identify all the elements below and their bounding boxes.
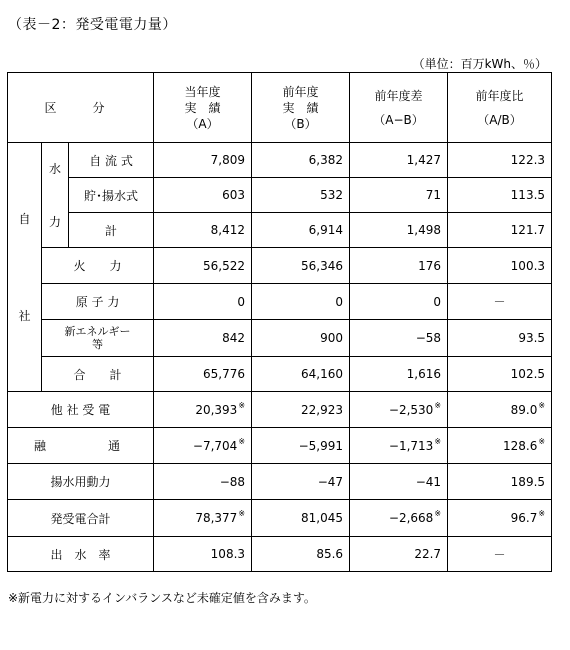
cell-current: 8,412 bbox=[154, 213, 252, 248]
header-row bbox=[8, 73, 552, 143]
cell-ratio: 96.7※ bbox=[448, 500, 552, 537]
cell-current: 603 bbox=[154, 178, 252, 213]
cell-current: 842 bbox=[154, 320, 252, 357]
cell-current: 65,776 bbox=[154, 357, 252, 392]
cell-previous: 56,346 bbox=[252, 248, 350, 284]
header-previous: 前年度 実 績 （B） bbox=[252, 73, 350, 143]
table-row bbox=[8, 392, 552, 428]
cell-diff: −58 bbox=[350, 320, 448, 357]
cell-ratio: 128.6※ bbox=[448, 428, 552, 464]
cell-ratio: － bbox=[448, 537, 552, 572]
cell-previous: 81,045 bbox=[252, 500, 350, 537]
table-row bbox=[8, 320, 552, 357]
row-label: 原 子 力 bbox=[42, 284, 154, 320]
row-label: 出 水 率 bbox=[8, 537, 154, 572]
table-row bbox=[8, 143, 552, 178]
row-label: 貯･揚水式 bbox=[69, 178, 154, 213]
cell-diff: 1,498 bbox=[350, 213, 448, 248]
cell-current: 78,377※ bbox=[154, 500, 252, 537]
row-label: 揚水用動力 bbox=[8, 464, 154, 500]
row-label: 自 流 式 bbox=[69, 143, 154, 178]
table-row bbox=[8, 178, 552, 213]
cell-ratio: 122.3 bbox=[448, 143, 552, 178]
header-ratio: 前年度比 （A/B） bbox=[448, 73, 552, 143]
cell-ratio: 93.5 bbox=[448, 320, 552, 357]
cell-diff: 0 bbox=[350, 284, 448, 320]
row-label: 火 力 bbox=[42, 248, 154, 284]
cell-diff: 22.7 bbox=[350, 537, 448, 572]
cell-ratio: 113.5 bbox=[448, 178, 552, 213]
cell-previous: 85.6 bbox=[252, 537, 350, 572]
cell-current: 7,809 bbox=[154, 143, 252, 178]
suiryoku-group-label: 水 力 bbox=[42, 143, 69, 248]
row-label: 発受電合計 bbox=[8, 500, 154, 537]
table-row bbox=[8, 248, 552, 284]
cell-diff: −1,713※ bbox=[350, 428, 448, 464]
cell-previous: 532 bbox=[252, 178, 350, 213]
row-label: 融 通 bbox=[8, 428, 154, 464]
header-category: 区 分 bbox=[8, 73, 154, 143]
row-label: 新エネルギー 等 bbox=[42, 320, 154, 357]
table-row bbox=[8, 537, 552, 572]
cell-current: 20,393※ bbox=[154, 392, 252, 428]
unit-label: （単位：百万kWh、％） bbox=[412, 57, 547, 71]
cell-previous: −5,991 bbox=[252, 428, 350, 464]
cell-previous: 64,160 bbox=[252, 357, 350, 392]
cell-previous: 6,382 bbox=[252, 143, 350, 178]
cell-previous: 0 bbox=[252, 284, 350, 320]
table-row bbox=[8, 357, 552, 392]
cell-current: 0 bbox=[154, 284, 252, 320]
cell-current: −7,704※ bbox=[154, 428, 252, 464]
cell-diff: −2,530※ bbox=[350, 392, 448, 428]
cell-previous: 6,914 bbox=[252, 213, 350, 248]
jisha-group-label: 自 社 bbox=[8, 143, 42, 392]
table-row bbox=[8, 284, 552, 320]
cell-previous: 900 bbox=[252, 320, 350, 357]
cell-ratio: 100.3 bbox=[448, 248, 552, 284]
cell-current: −88 bbox=[154, 464, 252, 500]
cell-diff: 176 bbox=[350, 248, 448, 284]
cell-previous: 22,923 bbox=[252, 392, 350, 428]
cell-ratio: 102.5 bbox=[448, 357, 552, 392]
table-row bbox=[8, 500, 552, 537]
cell-ratio: － bbox=[448, 284, 552, 320]
row-label: 合 計 bbox=[42, 357, 154, 392]
cell-ratio: 189.5 bbox=[448, 464, 552, 500]
cell-previous: −47 bbox=[252, 464, 350, 500]
table-row bbox=[8, 428, 552, 464]
cell-current: 56,522 bbox=[154, 248, 252, 284]
row-label: 他 社 受 電 bbox=[8, 392, 154, 428]
header-current: 当年度 実 績 （A） bbox=[154, 73, 252, 143]
cell-diff: −2,668※ bbox=[350, 500, 448, 537]
header-diff: 前年度差 （A−B） bbox=[350, 73, 448, 143]
cell-ratio: 121.7 bbox=[448, 213, 552, 248]
cell-diff: 71 bbox=[350, 178, 448, 213]
cell-diff: 1,427 bbox=[350, 143, 448, 178]
footnote: ※新電力に対するインバランスなど未確定値を含みます。 bbox=[8, 591, 316, 605]
cell-current: 108.3 bbox=[154, 537, 252, 572]
row-label: 計 bbox=[69, 213, 154, 248]
table-row bbox=[8, 213, 552, 248]
cell-diff: −41 bbox=[350, 464, 448, 500]
table-title: （表－2：発受電電力量） bbox=[8, 17, 177, 33]
power-table bbox=[7, 72, 552, 572]
table-row bbox=[8, 464, 552, 500]
cell-diff: 1,616 bbox=[350, 357, 448, 392]
cell-ratio: 89.0※ bbox=[448, 392, 552, 428]
